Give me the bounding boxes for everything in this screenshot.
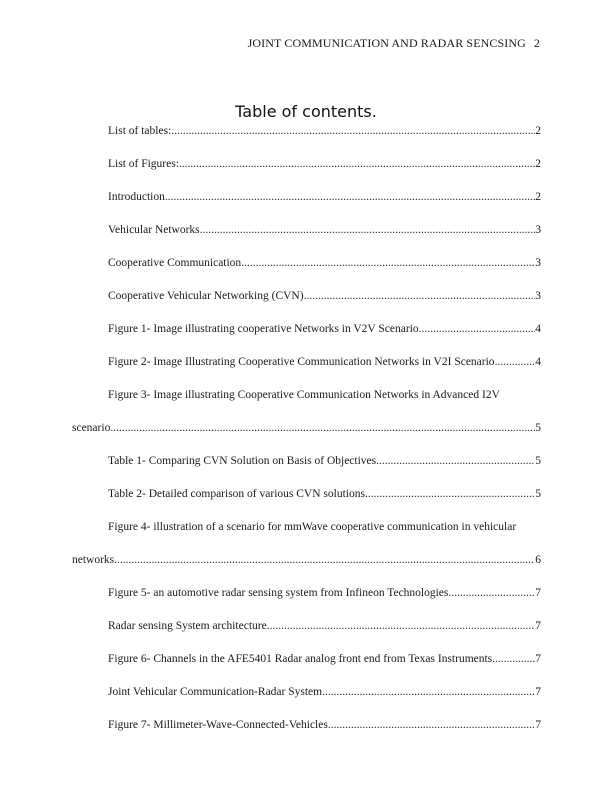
- toc-entry-label[interactable]: Introduction: [108, 191, 165, 203]
- toc-entry[interactable]: [72, 121, 541, 154]
- toc-entry-label[interactable]: Figure 5- an automotive radar sensing system from Infineon Technologies: [108, 587, 449, 599]
- toc-entry-page: 3: [535, 257, 541, 269]
- toc-entry-label-line1[interactable]: Figure 4- illustration of a scenario for mmWave cooperative communication in vehicular: [108, 521, 517, 533]
- toc-entry-label[interactable]: Joint Vehicular Communication-Radar System: [108, 686, 323, 698]
- toc-entry-page: 2: [535, 158, 541, 170]
- leader-dots: [495, 352, 536, 372]
- toc-entry[interactable]: [72, 187, 541, 220]
- page-number: 2: [533, 36, 540, 50]
- toc-entry-page: 7: [535, 719, 541, 731]
- toc-entry[interactable]: [72, 616, 541, 649]
- leader-dots: [165, 187, 535, 207]
- toc-entry-page: 7: [535, 653, 541, 665]
- toc-entry[interactable]: [72, 682, 541, 715]
- leader-dots: [200, 220, 536, 240]
- table-of-contents: [72, 121, 541, 748]
- running-header: [248, 36, 540, 51]
- toc-entry-label[interactable]: Figure 6- Channels in the AFE5401 Radar analog front end from Texas Instruments: [108, 653, 493, 665]
- toc-entry-page: 4: [535, 323, 541, 335]
- toc-entry-label[interactable]: Cooperative Communication: [108, 257, 242, 269]
- toc-entry-page: 3: [535, 224, 541, 236]
- toc-entry[interactable]: [72, 154, 541, 187]
- toc-entry-label[interactable]: Radar sensing System architecture: [108, 620, 267, 632]
- toc-entry-page: 2: [535, 125, 541, 137]
- leader-dots: [365, 484, 535, 504]
- toc-entry[interactable]: [72, 649, 541, 682]
- leader-dots: [179, 154, 535, 174]
- toc-entry[interactable]: [72, 352, 541, 385]
- toc-entry-label[interactable]: List of tables:: [108, 125, 172, 137]
- leader-dots: [114, 550, 535, 570]
- toc-entry-page: 7: [535, 587, 541, 599]
- leader-dots: [419, 319, 536, 339]
- toc-entry[interactable]: [72, 253, 541, 286]
- toc-title: Table of contents.: [235, 102, 377, 121]
- leader-dots: [376, 451, 535, 471]
- toc-entry-page: 6: [535, 554, 541, 566]
- toc-entry-page: 5: [535, 488, 541, 500]
- toc-entry-label[interactable]: List of Figures:: [108, 158, 179, 170]
- toc-entry[interactable]: [72, 220, 541, 253]
- leader-dots: [171, 121, 535, 141]
- toc-entry[interactable]: [72, 319, 541, 352]
- toc-entry-label[interactable]: Cooperative Vehicular Networking (CVN): [108, 290, 304, 302]
- running-title: JOINT COMMUNICATION AND RADAR SENCSING: [247, 36, 526, 50]
- leader-dots: [304, 286, 536, 306]
- toc-entry-page: 3: [535, 290, 541, 302]
- toc-entry-label[interactable]: Figure 2- Image Illustrating Cooperative Communication Networks in V2I Scenario: [108, 356, 495, 368]
- toc-entry-label-line2[interactable]: scenario: [72, 422, 111, 434]
- leader-dots: [492, 649, 535, 669]
- toc-entry[interactable]: [72, 517, 541, 583]
- toc-entry-page: 2: [535, 191, 541, 203]
- leader-dots: [241, 253, 535, 273]
- toc-entry-label-line1[interactable]: Figure 3- Image illustrating Cooperative Communication Networks in Advanced I2V: [108, 389, 500, 401]
- toc-entry-page: 5: [535, 455, 541, 467]
- leader-dots: [267, 616, 536, 636]
- toc-entry[interactable]: [72, 451, 541, 484]
- leader-dots: [110, 418, 535, 438]
- leader-dots: [448, 583, 535, 603]
- toc-entry[interactable]: [72, 286, 541, 319]
- toc-entry-page: 4: [535, 356, 541, 368]
- toc-entry-page: 7: [535, 620, 541, 632]
- toc-entry-page: 7: [535, 686, 541, 698]
- toc-entry-label[interactable]: Table 2- Detailed comparison of various CVN solutions: [108, 488, 365, 500]
- toc-entry[interactable]: [72, 583, 541, 616]
- toc-entry-page: 5: [535, 422, 541, 434]
- toc-entry[interactable]: [72, 715, 541, 748]
- toc-entry-label-line2[interactable]: networks: [72, 554, 115, 566]
- leader-dots: [322, 682, 535, 702]
- toc-entry-label[interactable]: Vehicular Networks: [108, 224, 200, 236]
- toc-entry[interactable]: [72, 385, 541, 451]
- toc-entry-label[interactable]: Figure 1- Image illustrating cooperative Networks in V2V Scenario: [108, 323, 419, 335]
- toc-entry-label[interactable]: Table 1- Comparing CVN Solution on Basis of Objectives: [108, 455, 377, 467]
- toc-entry-label[interactable]: Figure 7- Millimeter-Wave-Connected-Vehicles: [108, 719, 328, 731]
- leader-dots: [328, 715, 535, 735]
- toc-entry[interactable]: [72, 484, 541, 517]
